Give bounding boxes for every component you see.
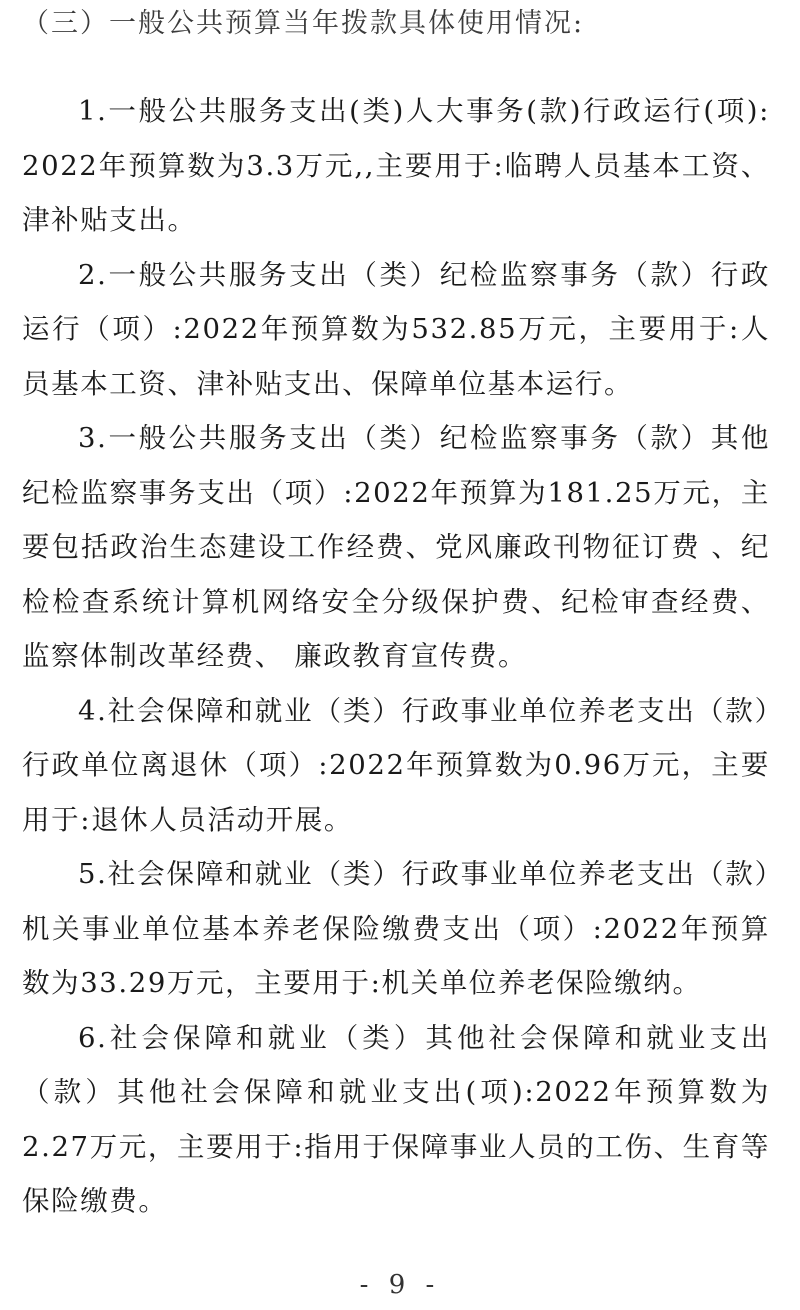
paragraph-5: 5.社会保障和就业（类）行政事业单位养老支出（款）机关事业单位基本养老保险缴费支出（项）:2022年预算数为33.29万元，主要用于:机关单位养老保险缴纳。 — [22, 858, 770, 999]
paragraph-4: 4.社会保障和就业（类）行政事业单位养老支出（款）行政单位离退休（项）:2022年预算数为0.96万元，主要用于:退休人员活动开展。 — [22, 694, 770, 836]
page-number: - 9 - — [359, 1270, 441, 1300]
document-body — [22, 84, 770, 1229]
paragraph-2: 2.一般公共服务支出（类）纪检监察事务（款）行政运行（项）:2022年预算数为532.85万元，主要用于:人员基本工资、津补贴支出、保障单位基本运行。 — [22, 258, 770, 400]
section-heading: （三）一般公共预算当年拨款具体使用情况: — [22, 8, 585, 39]
paragraph-3: 3.一般公共服务支出（类）纪检监察事务（款）其他纪检监察事务支出（项）:2022年预算为181.25万元，主要包括政治生态建设工作经费、党风廉政刊物征订费 、纪检检查系统计算机网络安全分级保护费、纪检审查经费、监察体制改革经费、 廉政教育宣传费。 — [22, 422, 770, 672]
paragraph-6: 6.社会保障和就业（类）其他社会保障和就业支出（款）其他社会保障和就业支出(项):2022年预算数为2.27万元，主要用于:指用于保障事业人员的工伤、生育等保险缴费。 — [22, 1021, 770, 1217]
paragraph-1: 1.一般公共服务支出(类)人大事务(款)行政运行(项): 2022年预算数为3.3万元,,主要用于:临聘人员基本工资、津补贴支出。 — [22, 95, 770, 236]
